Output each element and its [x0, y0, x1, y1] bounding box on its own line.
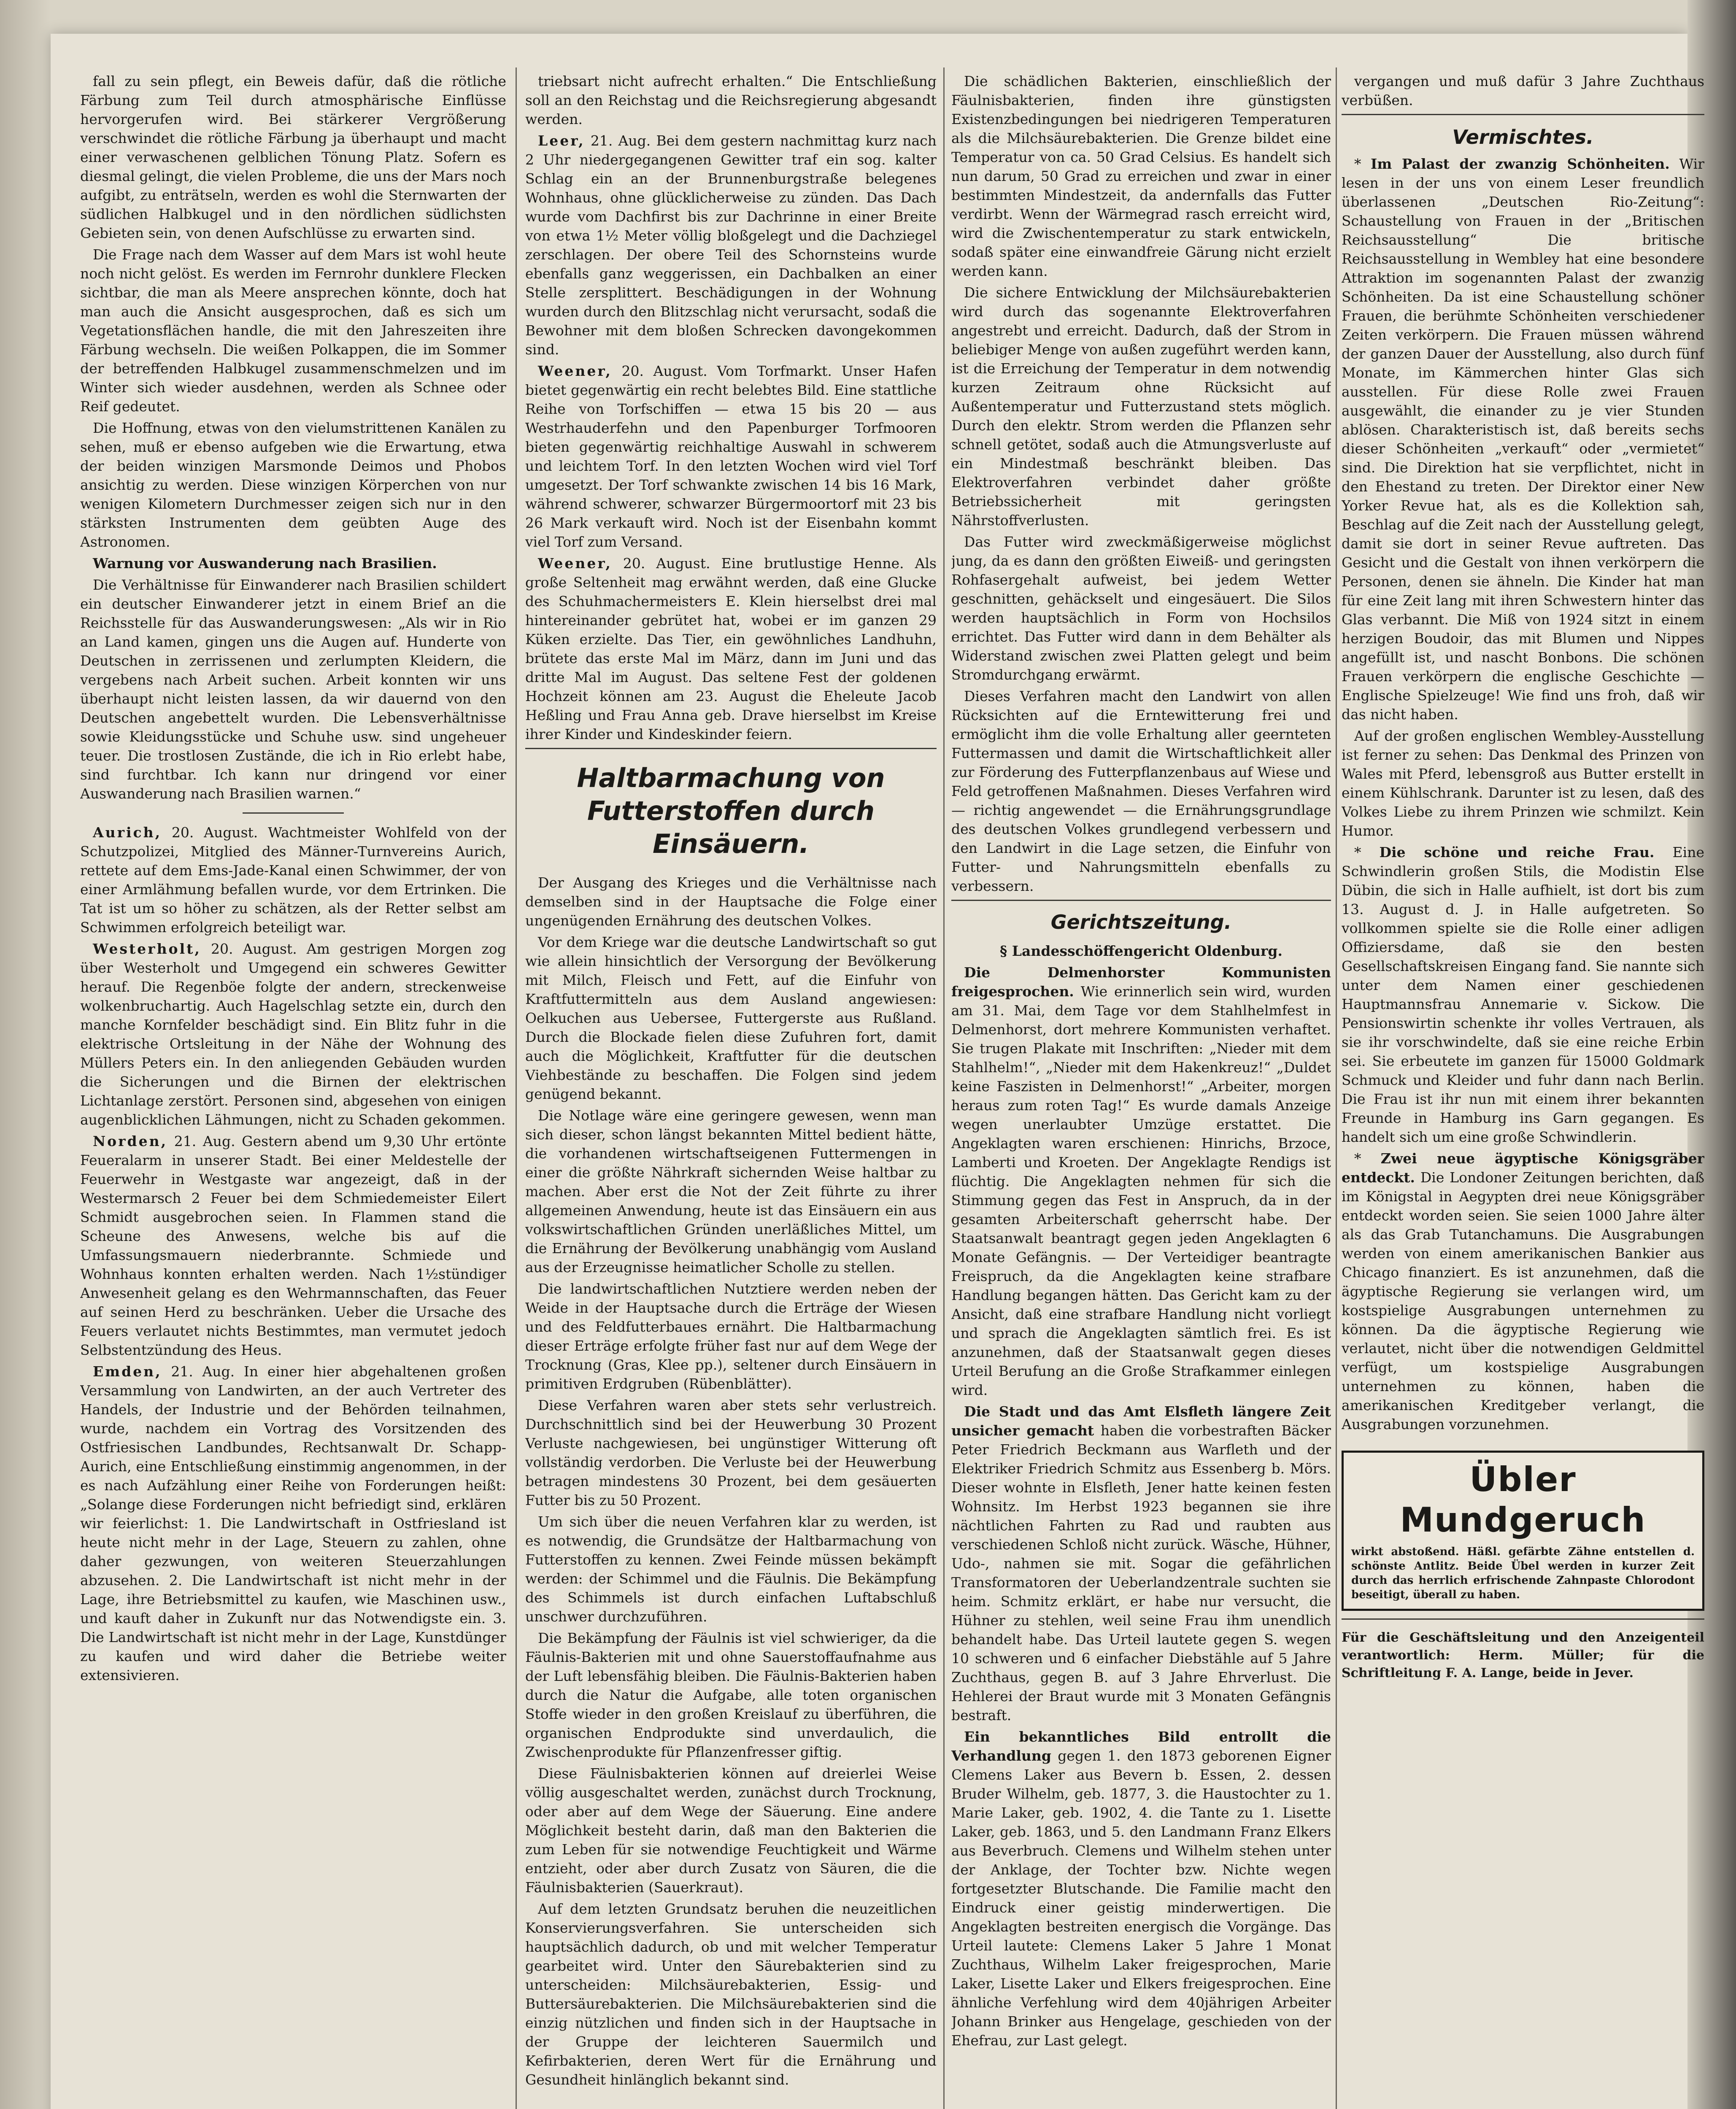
article-text: Die Bekämpfung der Fäulnis ist viel schwieriger, da die Fäulnis-Bakterien mit und ohne Sauerstoffaufnahme aus der Luft lebensfähig bleiben. Die Fäulnis-Bakterien haben durch die Natur die Aufgabe, alle toten organischen Stoffe wieder in den großen Kreislauf zu überführen, die organischen Endprodukte sind unverdaulich, die Zwischenprodukte für Pflanzenfresser giftig.	[525, 1630, 937, 1760]
imprint: Für die Geschäftsleitung und den Anzeigenteil verantwortlich: Herm. Müller; für die Schriftleitung F. A. Lange, beide in Jever.	[1342, 1630, 1704, 1680]
separator	[525, 748, 937, 749]
section-heading: Gerichtszeitung.	[1050, 911, 1232, 933]
column-rule	[943, 67, 945, 2109]
local-news: Leer, 21. Aug. Bei dem gestern nachmittag kurz nach 2 Uhr niedergegangenen Gewitter traf ein sog. kalter Schlag ein an der Brunnenburgstraße belegenes Wohnhaus, ohne glücklicherweise zu zünden. Das Dach wurde vom Dachfirst bis zur Dachrinne in einer Breite von etwa 1½ Meter völlig bloßgelegt und die Dachziegel zerschlagen. Der obere Teil des Schornsteins wurde ebenfalls ganz weggerissen, ein Dachbalken an einer Stelle zersplittert. Beschädigungen in der Wohnung wurden durch den Blitzschlag nicht verursacht, sodaß die Bewohner mit dem bloßen Schrecken davongekommen sind.	[525, 132, 937, 358]
article-headline: Haltbarmachung von Futterstoffen durch Einsäuern.	[577, 763, 885, 859]
local-news: Norden, 21. Aug. Gestern abend um 9,30 Uhr ertönte Feueralarm in unserer Stadt. Bei einer Meldestelle der Feuerwehr in Westgaste war angezeigt, daß in der Westermarsch 2 Feuer bei dem Schmiedemeister Eilert Schmidt ausgebrochen seien. In Flammen stand die Scheune des Anwesens, welche bis auf die Umfassungsmauern niederbrannte. Schmiede und Wohnhaus konnten erhalten werden. Nach 1½stündiger Anwesenheit gelang es den Wehrmannschaften, das Feuer auf seinen Herd zu beschränken. Ueber die Ursache des Feuers verlautet nichts Bestimmtes, man vermutet jedoch Selbstentzündung des Heus.	[80, 1133, 506, 1358]
local-news: Emden, 21. Aug. In einer hier abgehaltenen großen Versammlung von Landwirten, an der auch Vertreter des Handels, der Industrie und der Behörden teilnahmen, wurde, nachdem ein Vortrag des Vorsitzenden des Ostfriesischen Landbundes, Rechtsanwalt Dr. Schapp-Aurich, eine Entschließung einstimmig angenommen, in der es nach Aufzählung einer Reihe von Forderungen heißt: „Solange diese Forderungen nicht befriedigt sind, erklären wir feierlichst: 1. Die Landwirtschaft in Ostfriesland ist heute nicht mehr in der Lage, Steuern zu zahlen, ohne daher gezwungen, von weiteren Steuerzahlungen abzusehen. 2. Die Landwirtschaft ist nicht mehr in der Lage, ihre Betriebsmittel zu kaufen, wie Maschinen usw., und kauft daher in Zukunft nur das Notwendigste ein. 3. Die Landwirtschaft ist nicht mehr in der Lage, Kunstdünger zu kaufen und wird daher die Betriebe weiter extensivieren.	[80, 1363, 506, 1683]
misc-item: Auf der großen englischen Wembley-Ausstellung ist ferner zu sehen: Das Denkmal des Prinzen von Wales mit Pferd, lebensgroß aus Butter erstellt in einem Kühlschrank. Darunter ist zu lesen, daß des Volkes Liebe zu ihrem Prinzen wie schmilzt. Kein Humor.	[1342, 728, 1704, 839]
article-text: Diese Fäulnisbakterien können auf dreierlei Weise völlig ausgeschaltet werden, zunächst durch Trocknung, oder aber auf dem Wege der Säuerung. Eine andere Möglichkeit besteht darin, daß man den Bakterien die zum Leben für sie notwendige Feuchtigkeit und Wärme entzieht, oder aber durch Zusatz von Säuren, die die Fäulnisbakterien (Sauerkraut).	[525, 1765, 937, 1896]
article-text: vergangen und muß dafür 3 Jahre Zuchthaus verbüßen.	[1342, 73, 1704, 108]
separator	[1342, 114, 1704, 115]
article-text: Die Hoffnung, etwas von den vielumstrittenen Kanälen zu sehen, muß er ebenso aufgeben wie die Erwartung, etwa der beiden winzigen Marsmonde Deimos und Phobos ansichtig zu werden. Diese winzigen Körperchen von nur wenigen Kilometern Durchmesser zeigen sich nur in den stärksten Instrumenten dem geübten Auge des Astronomen.	[80, 420, 506, 550]
article-text: Die Verhältnisse für Einwanderer nach Brasilien schildert ein deutscher Einwanderer jetzt in einem Brief an die Reichsstelle für das Auswanderungswesen: „Als wir in Rio an Land kamen, gingen uns die Augen auf. Hunderte von Deutschen in zerrissenen und zerlumpten Kleidern, die vergebens nach Arbeit suchen. Arbeit konnten wir uns überhaupt nicht leisten lassen, da wir dauernd von den Deutschen angebettelt wurden. Die Lebensverhältnisse sowie Kleidungsstücke und Schuhe usw. sind ungeheuer teuer. Die trostlosen Zustände, die ich in Rio erlebt habe, sind furchtbar. Ich kann nur dringend vor einer Auswanderung nach Brasilien warnen.“	[80, 577, 506, 802]
article-text: Die schädlichen Bakterien, einschließlich der Fäulnisbakterien, finden ihre günstigsten Existenzbedingungen bei niedrigeren Temperaturen als die Milchsäurebakterien. Die Grenze bildet eine Temperatur von ca. 50 Grad Celsius. Es handelt sich nun darum, 50 Grad zu erreichen und zwar in einer bestimmten Mindestzeit, da andernfalls das Futter verdirbt. Wenn der Wärmegrad rasch erreicht wird, wird die Zwischentemperatur zu stark entwickeln, sodaß später eine einwandfreie Gärung nicht erzielt werden kann.	[951, 73, 1331, 279]
article-text: Die landwirtschaftlichen Nutztiere werden neben der Weide in der Hauptsache durch die Erträge der Wiesen und des Feldfutterbaues ernährt. Die Haltbarmachung dieser Erträge erfolgte früher fast nur auf dem Wege der Trocknung (Gras, Klee pp.), seltener durch Einsäuern in primitiven Erdgruben (Rübenblätter).	[525, 1281, 937, 1392]
section-heading: Vermischtes.	[1452, 126, 1594, 148]
article-text: Vor dem Kriege war die deutsche Landwirtschaft so gut wie allein hinsichtlich der Versorgung der Bevölkerung mit Milch, Fleisch und Fett, auf die Einfuhr von Kraftfuttermitteln aus dem Ausland angewiesen: Oelkuchen aus Uebersee, Futtergerste aus Rußland. Durch die Blockade fielen diese Zufuhren fort, damit auch die Möglichkeit, Kraftfutter für die deutschen Viehbestände zu beschaffen. Die Folgen sind jedem genügend bekannt.	[525, 934, 937, 1102]
article-text: Auf dem letzten Grundsatz beruhen die neuzeitlichen Konservierungsverfahren. Sie unterscheiden sich hauptsächlich dadurch, ob und mit welcher Temperatur gearbeitet wird. Unter den Säurebakterien sind zu unterscheiden: Milchsäurebakterien, Essig- und Buttersäurebakterien. Die Milchsäurebakterien sind die einzig nützlichen und finden sich in der Hauptsache in der Gruppe der leichteren Sauermilch und Kefirbakterien, deren Wert für die Ernährung und Gesundheit hinlänglich bekannt sind.	[525, 1901, 937, 2088]
column-rule	[1336, 67, 1337, 2109]
court-report: Ein bekanntliches Bild entrollt die Verhandlung gegen 1. den 1873 geborenen Eigner Clemens Laker aus Bevern b. Essen, 2. dessen Bruder Wilhelm, geb. 1877, 3. die Haustochter zu 1. Marie Laker, geb. 1902, 4. die Tante zu 1. Lisette Laker, geb. 1863, und 5. den Landmann Franz Elkers aus Beverbruch. Clemens und Wilhelm stehen unter der Anklage, der Tochter bzw. Nichte wegen fortgesetzter Blutschande. Die Familie macht den Eindruck einer geistig minderwertigen. Die Angeklagten bestreiten energisch die Vorgänge. Das Urteil lautete: Clemens Laker 5 Jahre 1 Monat Zuchthaus, Wilhelm Laker freigesprochen, Marie Laker, Lisette Laker und Elkers freigesprochen. Eine ähnliche Verfehlung wird dem 40jährigen Arbeiter Johann Brinker aus Hengelage, geschieden von der Ehefrau, zur Last gelegt.	[951, 1729, 1331, 2049]
court-report: Die Stadt und das Amt Elsfleth längere Zeit unsicher gemacht haben die vorbestraften Bäcker Peter Friedrich Beckmann aus Warfleth und der Elektriker Friedrich Schmitz aus Essenberg b. Mörs. Dieser wohnte in Elsfleth, Jener hatte keinen festen Wohnsitz. Im Herbst 1923 begannen sie ihre nächtlichen Fahrten zu Rad und raubten aus verschiedenen Schloß nicht zurück. Wäsche, Hühner, Udo-, nahmen sie mit. Sogar die gefährlichen Transformatoren der Ueberlandzentrale suchten sie heim. Schmitz erklärt, er habe nur versucht, die Hühner zu stehlen, weil seine Frau ihm unendlich behandelt habe. Das Urteil lautete gegen S. wegen 10 schweren und 6 einfacher Diebstähle auf 5 Jahre Zuchthaus, gegen B. auf 3 Jahre Ehrverlust. Die Hehlerei der Braut wurde mit 3 Monaten Gefängnis bestraft.	[951, 1403, 1331, 1723]
ad-title: Übler Mundgeruch	[1400, 1460, 1646, 1540]
local-news: Weener, 20. August. Vom Torfmarkt. Unser Hafen bietet gegenwärtig ein recht belebtes Bild. Eine stattliche Reihe von Torfschiffen — etwa 15 bis 20 — aus Westrhauderfehn und den Papenburger Torfmooren bieten gegenwärtig reichhaltige Auswahl in schwerem und leichtem Torf. In den letzten Wochen wird viel Torf umgesetzt. Der Torf schwankte zwischen 14 bis 16 Mark, während schwerer, schwarzer Bürgermoortorf mit 23 bis 26 Mark verkauft wird. Noch ist der Eisenbahn kommt viel Torf zum Versand.	[525, 363, 937, 550]
misc-item: * Zwei neue ägyptische Königsgräber entdeckt. Die Londoner Zeitungen berichten, daß im Königstal in Aegypten drei neue Königsgräber entdeckt worden seien. Sie seien 1000 Jahre älter als das Grab Tutanchamuns. Die Ausgrabungen werden von einem amerikanischen Bankier aus Chicago finanziert. Es ist anzunehmen, daß die ägyptische Regierung sie verlangen wird, um kostspielige Ausgrabungen unternehmen zu können. Da die ägyptische Regierung wie verlautet, nicht über die notwendigen Geldmittel verfügt, um kostspielige Ausgrabungen unternehmen zu können, haben die amerikanischen Kreditgeber verlangt, die Ausgrabungen vorzunehmen.	[1342, 1150, 1704, 1432]
column-rule	[516, 67, 517, 2109]
local-news: Weener, 20. August. Eine brutlustige Henne. Als große Seltenheit mag erwähnt werden, daß eine Glucke des Schuhmachermeisters E. Klein hierselbst drei mal hintereinander gebrütet hat, wobei er im ganzen 29 Küken erzielte. Das Tier, ein gewöhnliches Landhuhn, brütete das erste Mal im März, dann im Juni und das dritte Mal im August. Das seltene Fest der goldenen Hochzeit können am 23. August die Eheleute Jacob Heßling und Frau Anna geb. Drave hierselbst im Kreise ihrer Kinder und Kindeskinder feiern.	[525, 555, 937, 742]
local-news: Aurich, 20. August. Wachtmeister Wohlfeld von der Schutzpolizei, Mitglied des Männer-Turnvereins Aurich, rettete auf dem Ems-Jade-Kanal einen Schwimmer, der von einer Armlähmung befallen wurde, vor dem Ertrinken. Die Tat ist um so höher zu schätzen, als der Retter selbst am Schwimmen erfolgreich beteiligt war.	[80, 824, 506, 936]
court-heading: § Landesschöffengericht Oldenburg.	[1000, 943, 1282, 959]
ad-text: wirkt abstoßend. Häßl. gefärbte Zähne entstellen d. schönste Antlitz. Beide Übel werden in kurzer Zeit durch das herrlich erfrischende Zahnpaste Chlorodont beseitigt, überall zu haben.	[1351, 1545, 1695, 1601]
article-text: Die Notlage wäre eine geringere gewesen, wenn man sich dieser, schon längst bekannten Mittel bedient hätte, die vorhandenen wirtschaftseigenen Futtermengen in einer die größte Nährkraft sichernden Weise haltbar zu machen. Aber erst die Not der Zeit führte zu ihrer allgemeinen Anwendung, heute ist das Einsäuern ein aus volkswirtschaftlichen Gründen unerläßliches Mittel, um die Ernährung der Bevölkerung unabhängig vom Ausland aus der Erzeugnisse heimatlicher Scholle zu stellen.	[525, 1107, 937, 1276]
article-text: triebsart nicht aufrecht erhalten.“ Die Entschließung soll an den Reichstag und die Reichsregierung abgesandt werden.	[525, 73, 937, 127]
column-3	[951, 72, 1331, 2109]
column-2	[525, 72, 937, 2109]
article-text: Die sichere Entwicklung der Milchsäurebakterien wird durch das sogenannte Elektroverfahren angestrebt und erreicht. Dadurch, daß der Strom in beliebiger Menge von außen zugeführt werden kann, ist die Erreichung der Temperatur in dem notwendig kurzen Zeitraum ohne Rücksicht auf Außentemperatur und Futterzustand stets möglich. Durch den elektr. Strom werden die Pflanzen sehr schnell getötet, sodaß auch die Atmungsverluste auf ein Mindestmaß beschränkt bleiben. Das Elektroverfahren verbindet daher größte Betriebssicherheit mit geringsten Nährstoffverlusten.	[951, 284, 1331, 529]
article-text: Der Ausgang des Krieges und die Verhältnisse nach demselben sind in der Hauptsache die Folge einer ungenügenden Ernährung des deutschen Volkes.	[525, 874, 937, 929]
separator	[243, 812, 344, 814]
separator	[1342, 1618, 1704, 1620]
article-text: Das Futter wird zweckmäßigerweise möglichst jung, da es dann den größten Eiweiß- und geringsten Rohfasergehalt aufweist, bei jedem Wetter geschnitten, gehäckselt und eingesäuert. Die Silos werden hauptsächlich in Form von Hochsilos errichtet. Das Futter wird dann in dem Behälter als Widerstand zwischen zwei Platten gelegt und beim Stromdurchgang erwärmt.	[951, 534, 1331, 683]
article-text: Die Frage nach dem Wasser auf dem Mars ist wohl heute noch nicht gelöst. Es werden im Fernrohr dunklere Flecken sichtbar, die man als Meere ansprechen könnte, doch hat man auch die Ansicht ausgesprochen, daß es sich um Vegetationsflächen handle, die mit den Jahreszeiten ihre Färbung wechseln. Die weißen Polkappen, die im Sommer der betreffenden Halbkugel zusammenschmelzen und im Winter sich wieder ausdehnen, werden als Schnee oder Reif gedeutet.	[80, 246, 506, 415]
article-text: fall zu sein pflegt, ein Beweis dafür, daß die rötliche Färbung zum Teil durch atmosphärische Einflüsse hervorgerufen wird. Bei stärkerer Vergrößerung verschwindet die rötliche Färbung ja überhaupt und macht einer verwaschenen gelblichen Tönung Platz. Sofern es diesmal gelingt, die vielen Probleme, die uns der Mars noch aufgibt, zu enträtseln, werden es wohl die Sternwarten der südlichen Halbkugel und in den nördlichen südlichsten Gebieten sein, von denen Aufschlüsse zu erwarten sind.	[80, 73, 506, 241]
article-text: Um sich über die neuen Verfahren klar zu werden, ist es notwendig, die Grundsätze der Haltbarmachung von Futterstoffen zu kennen. Zwei Feinde müssen bekämpft werden: der Schimmel und die Fäulnis. Die Bekämpfung des Schimmels ist durch einfachen Luftabschluß unschwer durchzuführen.	[525, 1513, 937, 1625]
article-text: Diese Verfahren waren aber stets sehr verlustreich. Durchschnittlich sind bei der Heuwerbung 30 Prozent Verluste nachgewiesen, bei ungünstiger Witterung oft vollständig verdorben. Die Verluste bei der Heuwerbung betragen mindestens 30 Prozent, bei dem gesäuerten Futter bis zu 50 Prozent.	[525, 1397, 937, 1508]
misc-item: * Im Palast der zwanzig Schönheiten. Wir lesen in der uns von einem Leser freundlich überlassenen „Deutschen Rio-Zeitung“: Schaustellung von Frauen in der „Britischen Reichsausstellung“ Die britische Reichsausstellung in Wembley hat eine besondere Attraktion im sogenannten Palast der zwanzig Schönheiten. Da ist eine Schaustellung schöner Frauen, die berühmte Schönheiten verschiedener Zeiten verkörpern. Die Frauen müssen während der ganzen Dauer der Ausstellung, also durch fünf Monate, im Kämmerchen hinter Glas sich ausstellen. Für diese Rolle zwei Frauen ausgewählt, die einander zu je vier Stunden ablösen. Charakteristisch ist, daß bereits sechs dieser Schönheiten „verkauft“ oder „vermietet“ sind. Die Direktion hat sie verpflichtet, nicht in den Ehestand zu treten. Der Direktor einer New Yorker Revue hat, als es die Kollektion sah, Beschlag auf die Zeit nach der Ausstellung gelegt, damit sie dort in seiner Revue auftreten. Das Gesicht und die Gestalt von ihnen verkörpern die Personen, denen sie ähneln. Die Kinder hat man für eine Zeit lang mit ihren Schwestern hinter das Glas verbannt. Die Miß von 1924 sitzt in einem herzigen Boudoir, das mit Blumen und Nippes angefüllt ist, und nascht Bonbons. Die schönen Frauen verkörpern die englische Geschichte — Englische Spielzeuge! Wie find uns froh, daß wir das nicht haben.	[1342, 156, 1704, 723]
local-news: Westerholt, 20. August. Am gestrigen Morgen zog über Westerholt und Umgegend ein schweres Gewitter herauf. Die Regenböe folgte der andern, streckenweise wolkenbruchartig. Auch Hagelschlag setzte ein, durch den manche Kornfelder beschädigt sind. Ein Blitz fuhr in die elektrische Ortsleitung in der Nähe der Wohnung des Müllers Peters ein. In den anliegenden Gebäuden wurden die Sicherungen und die Birnen der elektrischen Lichtanlage zerstört. Personen sind, abgesehen von einigen augenblicklichen Lähmungen, nicht zu Schaden gekommen.	[80, 941, 506, 1128]
column-4	[1342, 72, 1704, 2109]
article-heading: Warnung vor Auswanderung nach Brasilien.	[93, 555, 437, 572]
scan-left-margin	[0, 0, 51, 2109]
court-report: Die Delmenhorster Kommunisten freigesprochen. Wie erinnerlich sein wird, wurden am 31. Mai, dem Tage vor dem Stahlhelmfest in Delmenhorst, dort mehrere Kommunisten verhaftet. Sie trugen Plakate mit Inschriften: „Nieder mit dem Stahlhelm!“, „Nieder mit dem Hakenkreuz!“ „Duldet keine Faszisten in Delmenhorst!“ „Arbeiter, morgen heraus zum roten Tag!“ Es wurde damals Anzeige wegen unerlaubter Umzüge erstattet. Die Angeklagten waren erschienen: Hinrichs, Brzoce, Lamberti und Kroeten. Der Angeklagte Rendigs ist flüchtig. Die Angeklagten nehmen für sich die Stimmung gegen das Fest in Anspruch, da in der gesamten Arbeiterschaft geherrscht habe. Der Staatsanwalt beantragt gegen jeden Angeklagten 6 Monate Gefängnis. — Der Verteidiger beantragte Freispruch, da die Angeklagten keine strafbare Handlung begangen hätten. Das Gericht kam zu der Ansicht, daß eine strafbare Handlung nicht vorliegt und sprach die Angeklagten sämtlich frei. Es ist anzunehmen, daß der Staatsanwalt gegen dieses Urteil Berufung an die Große Strafkammer einlegen wird.	[951, 964, 1331, 1398]
advertisement	[1342, 1451, 1704, 1611]
article-text: Dieses Verfahren macht den Landwirt von allen Rücksichten auf die Erntewitterung frei und ermöglicht ihm die volle Erhaltung aller geernteten Futtermassen und damit die Wirtschaftlichkeit aller zur Förderung des Futterpflanzenbaus auf Wiese und Feld getroffenen Maßnahmen. Dieses Verfahren wird — richtig angewendet — die Ernährungsgrundlage des deutschen Volkes grundlegend verbessern und den Landwirt in die Lage setzen, die Einfuhr von Futter- und Nahrungsmitteln ebenfalls zu verbessern.	[951, 688, 1331, 894]
separator	[951, 900, 1331, 901]
misc-item: * Die schöne und reiche Frau. Eine Schwindlerin großen Stils, die Modistin Else Dübin, die sich in Halle aufhielt, ist dort bis zum 13. August d. J. in Halle aufgetreten. So vollkommen spielte sie die Rolle einer adligen Offiziersdame, daß sie den besten Gesellschaftskreisen Eingang fand. Sie nannte sich unter dem Namen einer geschiedenen Hauptmannsfrau Annemarie v. Sickow. Die Pensionswirtin schenkte ihr volles Vertrauen, als sie ihr vorschwindelte, daß sie eine reiche Erbin sei. Sie erbeutete im ganzen für 15000 Goldmark Schmuck und Kleider und fuhr dann nach Berlin. Die Frau ist ihr nun mit einem ihrer bekannten Freunde in Hamburg ins Garn gegangen. Es handelt sich um eine große Schwindlerin.	[1342, 844, 1704, 1145]
column-1	[80, 72, 506, 2109]
